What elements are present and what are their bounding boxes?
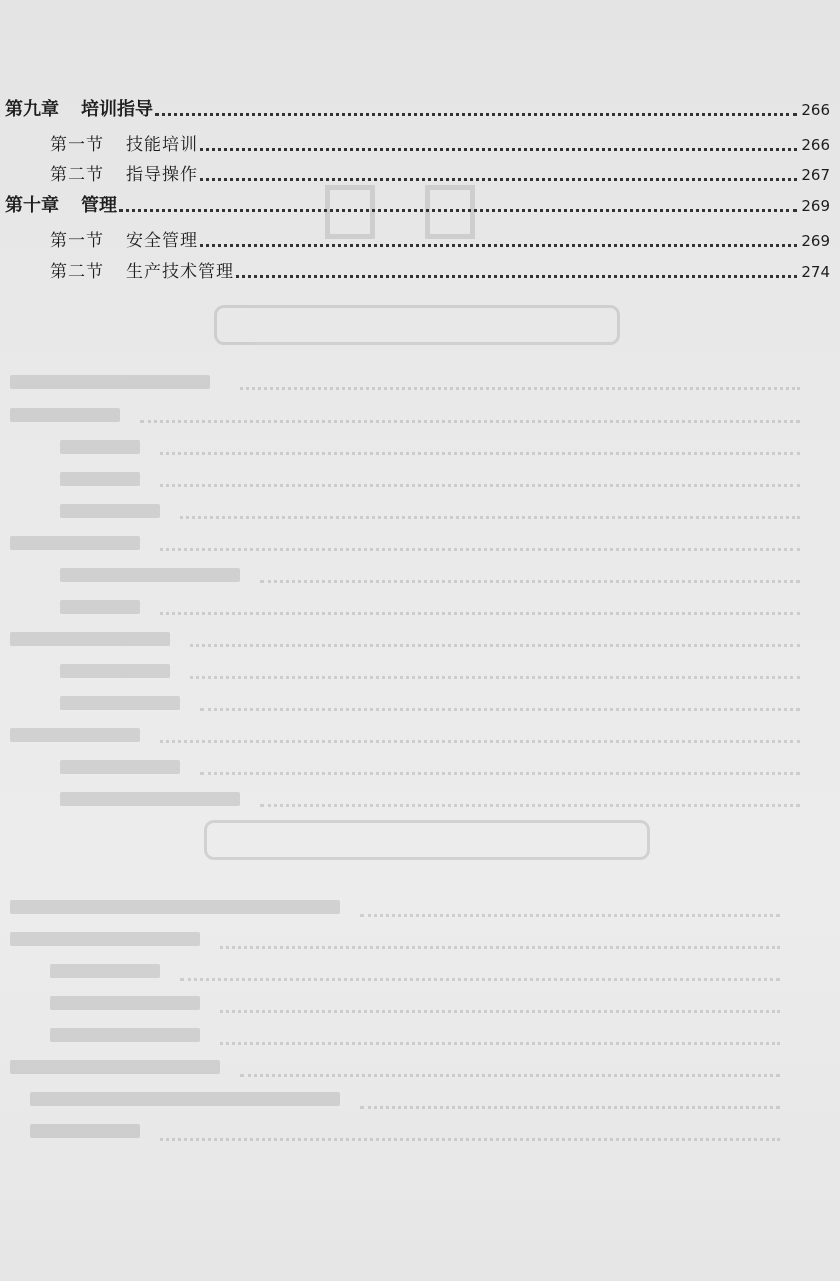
section-title: 指导操作 (126, 165, 198, 185)
ghost-leader (360, 912, 780, 917)
chapter-number: 第九章 (5, 99, 59, 120)
ghost-text (60, 760, 180, 774)
ghost-text (10, 408, 120, 422)
toc-entry-section-10-1[interactable] (0, 226, 830, 252)
page-number: 269 (801, 197, 830, 215)
ghost-leader (360, 1104, 780, 1109)
ghost-leader (180, 976, 780, 981)
ghost-text (60, 504, 160, 518)
ghost-part-banner (204, 820, 650, 860)
ghost-leader (160, 738, 800, 743)
ghost-text (50, 964, 160, 978)
ghost-leader (160, 482, 800, 487)
section-number: 第一节 (50, 231, 104, 251)
toc-entry-label (50, 261, 234, 283)
ghost-leader (220, 1040, 780, 1045)
ghost-text (30, 1124, 140, 1138)
ghost-leader (160, 610, 800, 615)
ghost-text (10, 632, 170, 646)
page-number: 269 (801, 232, 830, 250)
ghost-text (50, 996, 200, 1010)
dot-leader (236, 275, 797, 278)
ghost-leader (200, 770, 800, 775)
ghost-leader (260, 802, 800, 807)
ghost-text (60, 440, 140, 454)
ghost-text (30, 1092, 340, 1106)
ghost-text (60, 664, 170, 678)
dot-leader (200, 148, 797, 151)
ghost-leader (160, 1136, 780, 1141)
toc-entry-label (50, 134, 198, 156)
toc-entry-section-9-1[interactable] (0, 130, 830, 156)
section-title: 生产技术管理 (126, 262, 234, 282)
ghost-leader (220, 944, 780, 949)
chapter-title: 管理 (81, 195, 117, 216)
ghost-leader (240, 385, 800, 390)
ghost-text (50, 1028, 200, 1042)
ghost-text (10, 1060, 220, 1074)
page-number: 266 (801, 136, 830, 154)
ghost-leader (190, 674, 800, 679)
section-number: 第二节 (50, 165, 104, 185)
toc-entry-chapter-9[interactable] (0, 95, 830, 121)
dot-leader (200, 178, 797, 181)
ghost-text (60, 568, 240, 582)
section-title: 安全管理 (126, 231, 198, 251)
ghost-text (60, 792, 240, 806)
ghost-leader (240, 1072, 780, 1077)
ghost-leader (180, 514, 800, 519)
ghost-text (10, 536, 140, 550)
ghost-leader (190, 642, 800, 647)
toc-entry-section-9-2[interactable] (0, 160, 830, 186)
ghost-text (10, 932, 200, 946)
ghost-leader (220, 1008, 780, 1013)
toc-entry-label (50, 164, 198, 186)
toc-entry-label (5, 195, 117, 217)
chapter-title: 培训指导 (81, 99, 153, 120)
toc-entry-label (50, 230, 198, 252)
toc-entry-label (5, 99, 153, 121)
section-title: 技能培训 (126, 135, 198, 155)
ghost-text (10, 900, 340, 914)
dot-leader (155, 113, 797, 116)
ghost-part-banner (214, 305, 620, 345)
section-number: 第一节 (50, 135, 104, 155)
ghost-leader (140, 418, 800, 423)
ghost-text (10, 728, 140, 742)
section-number: 第二节 (50, 262, 104, 282)
page-number: 274 (801, 263, 830, 281)
ghost-leader (200, 706, 800, 711)
ghost-leader (160, 546, 800, 551)
ghost-leader (260, 578, 800, 583)
ghost-text (10, 375, 210, 389)
chapter-number: 第十章 (5, 195, 59, 216)
ghost-text (60, 472, 140, 486)
toc-entry-section-10-2[interactable] (0, 257, 830, 283)
page-number: 266 (801, 101, 830, 119)
ghost-text (60, 696, 180, 710)
page-number: 267 (801, 166, 830, 184)
ghost-text (60, 600, 140, 614)
dot-leader (200, 244, 797, 247)
dot-leader (119, 209, 797, 212)
ghost-leader (160, 450, 800, 455)
toc-entry-chapter-10[interactable] (0, 191, 830, 217)
